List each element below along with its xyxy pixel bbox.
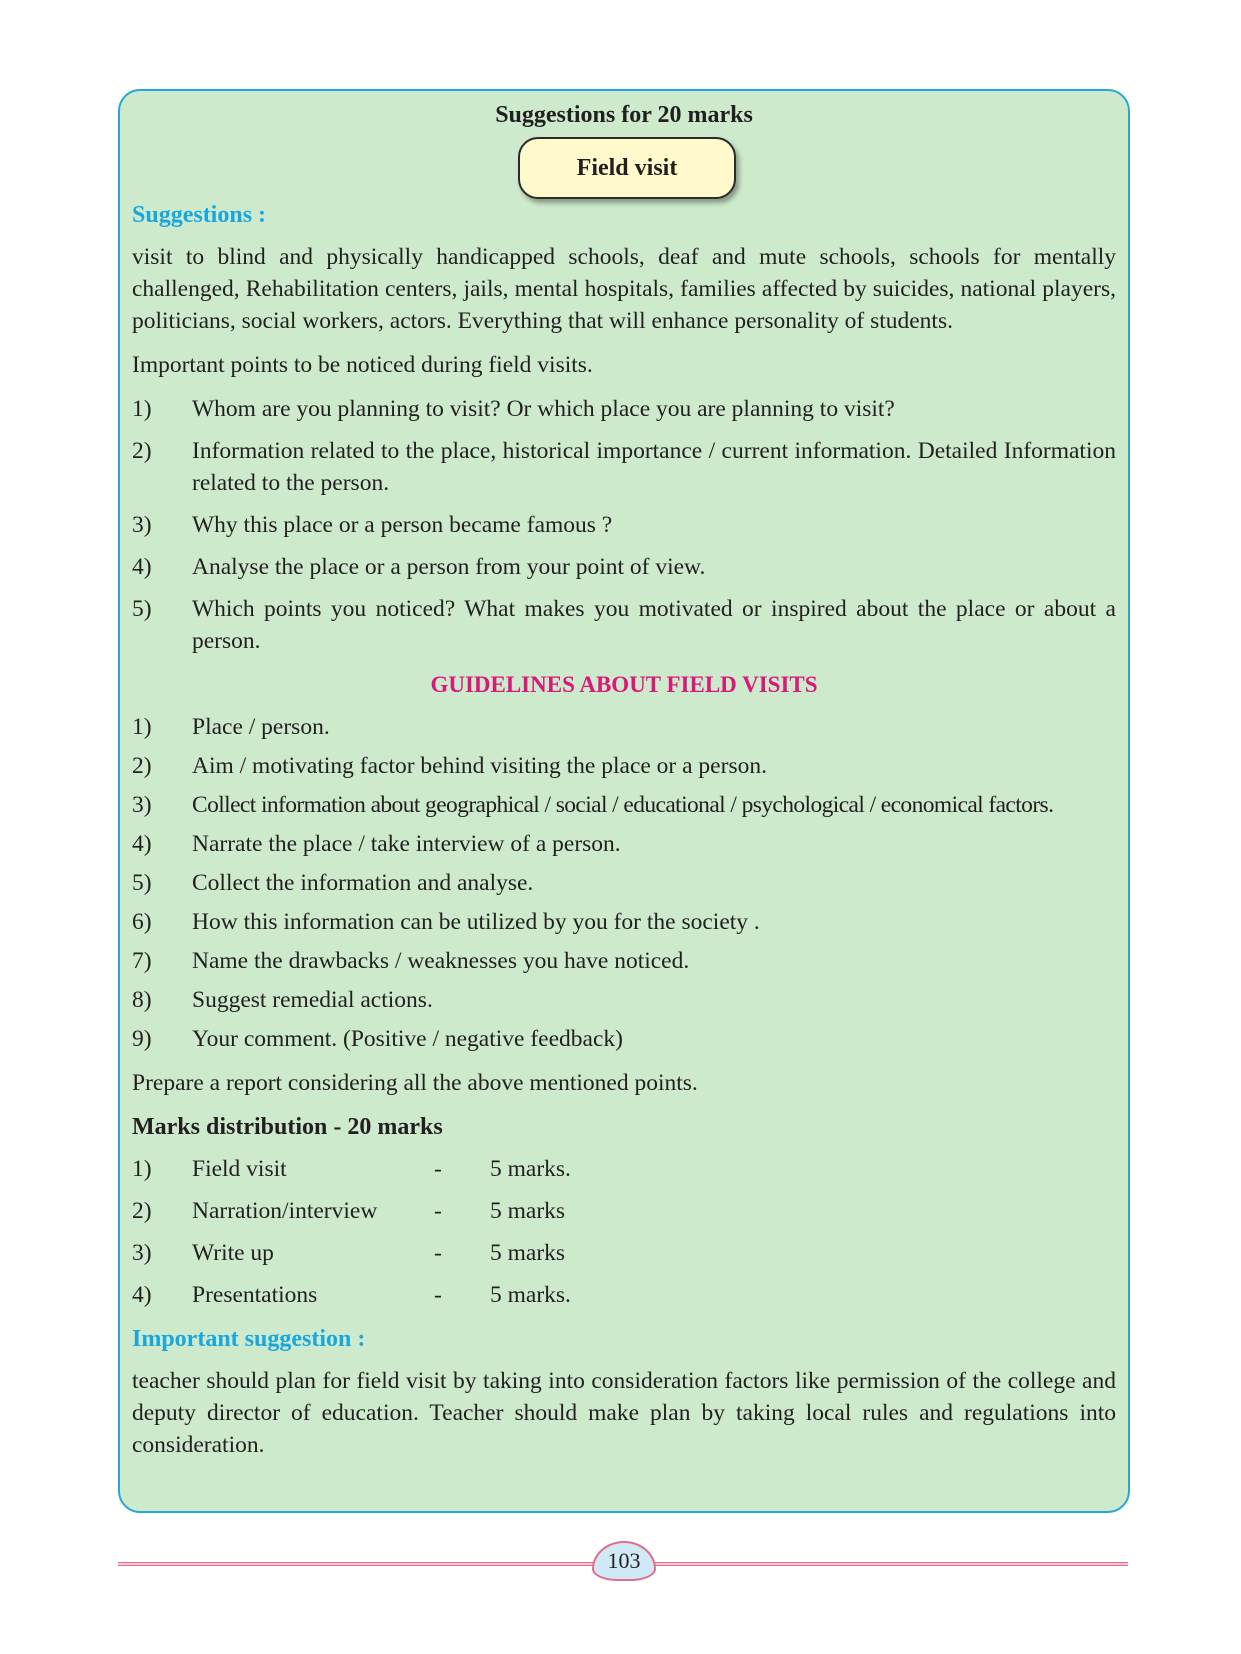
- important-points-list: [132, 393, 1116, 657]
- item-number: 3): [132, 792, 152, 818]
- item-text: Which points you noticed? What makes you motivated or inspired about the place or about a person.: [192, 596, 1116, 654]
- item-number: 5): [132, 870, 152, 896]
- list-item: [132, 789, 1116, 821]
- list-item: [132, 867, 1116, 899]
- list-item: [132, 509, 1116, 541]
- item-text: Narrate the place / take interview of a person.: [192, 831, 621, 857]
- important-points-intro: Important points to be noticed during field visits.: [132, 352, 593, 378]
- marks-dash: -: [434, 1198, 442, 1224]
- important-suggestion-text: teacher should plan for field visit by taking into consideration factors like permission of the college and deputy director of education. Teacher should make plan by taking local rules and regulations into consideration.: [132, 1368, 1116, 1458]
- list-item: [132, 711, 1116, 743]
- list-item: [132, 551, 1116, 583]
- item-text: Your comment. (Positive / negative feedback): [192, 1026, 623, 1052]
- item-number: 4): [132, 831, 152, 857]
- marks-row: [132, 1195, 1116, 1227]
- item-text: Whom are you planning to visit? Or which place you are planning to visit?: [192, 396, 895, 422]
- important-suggestion-heading: Important suggestion :: [132, 1326, 366, 1352]
- page-number: 103: [592, 1541, 656, 1581]
- marks-list: [132, 1153, 1116, 1311]
- item-number: 3): [132, 512, 152, 538]
- marks-value: 5 marks.: [490, 1156, 571, 1182]
- marks-row: [132, 1237, 1116, 1269]
- list-item: [132, 750, 1116, 782]
- item-text: Place / person.: [192, 714, 330, 740]
- item-text: Collect the information and analyse.: [192, 870, 534, 896]
- box-content: [132, 199, 1116, 1473]
- marks-value: 5 marks: [490, 1240, 566, 1266]
- marks-row: [132, 1153, 1116, 1185]
- marks-item: Field visit: [192, 1156, 287, 1182]
- list-item: [132, 945, 1116, 977]
- item-text: Information related to the place, historical importance / current information. Detailed Information related to the person.: [192, 438, 1116, 496]
- item-number: 9): [132, 1026, 152, 1052]
- guidelines-closing: Prepare a report considering all the above mentioned points.: [132, 1070, 698, 1096]
- marks-dash: -: [434, 1282, 442, 1308]
- marks-item: Write up: [192, 1240, 274, 1266]
- list-item: [132, 435, 1116, 499]
- item-text: How this information can be utilized by you for the society .: [192, 909, 760, 935]
- item-number: 4): [132, 554, 152, 580]
- item-number: 5): [132, 596, 152, 622]
- item-number: 1): [132, 1156, 152, 1182]
- item-text: Collect information about geographical / social / educational / psychological / economical factors.: [192, 792, 1054, 818]
- item-text: Suggest remedial actions.: [192, 987, 433, 1013]
- marks-item: Presentations: [192, 1282, 318, 1308]
- marks-dash: -: [434, 1156, 442, 1182]
- guidelines-heading: GUIDELINES ABOUT FIELD VISITS: [430, 672, 818, 697]
- item-number: 8): [132, 987, 152, 1013]
- marks-dash: -: [434, 1240, 442, 1266]
- list-item: [132, 906, 1116, 938]
- item-number: 2): [132, 753, 152, 779]
- item-number: 2): [132, 1198, 152, 1224]
- list-item: [132, 828, 1116, 860]
- item-number: 3): [132, 1240, 152, 1266]
- box-title: Suggestions for 20 marks: [495, 102, 753, 128]
- suggestions-heading: Suggestions :: [132, 202, 267, 228]
- item-number: 7): [132, 948, 152, 974]
- item-text: Name the drawbacks / weaknesses you have noticed.: [192, 948, 690, 974]
- list-item: [132, 593, 1116, 657]
- item-number: 4): [132, 1282, 152, 1308]
- guidelines-list: [132, 711, 1116, 1055]
- marks-item: Narration/interview: [192, 1198, 378, 1224]
- list-item: [132, 984, 1116, 1016]
- item-text: Analyse the place or a person from your point of view.: [192, 554, 706, 580]
- marks-heading: Marks distribution - 20 marks: [132, 1114, 443, 1140]
- marks-value: 5 marks: [490, 1198, 566, 1224]
- item-text: Why this place or a person became famous ?: [192, 512, 613, 538]
- marks-row: [132, 1279, 1116, 1311]
- item-text: Aim / motivating factor behind visiting the place or a person.: [192, 753, 767, 779]
- list-item: [132, 393, 1116, 425]
- suggestions-text: visit to blind and physically handicapped schools, deaf and mute schools, schools for mentally challenged, Rehabilitation centers, jails, mental hospitals, families affected by suicides, national players, politicians, social workers, actors. Everything that will enhance personality of students.: [132, 244, 1116, 334]
- marks-value: 5 marks.: [490, 1282, 571, 1308]
- item-number: 1): [132, 396, 152, 422]
- list-item: [132, 1023, 1116, 1055]
- item-number: 6): [132, 909, 152, 935]
- field-visit-label: Field visit: [518, 137, 736, 199]
- item-number: 2): [132, 438, 152, 464]
- item-number: 1): [132, 714, 152, 740]
- suggestions-box: [118, 89, 1130, 1513]
